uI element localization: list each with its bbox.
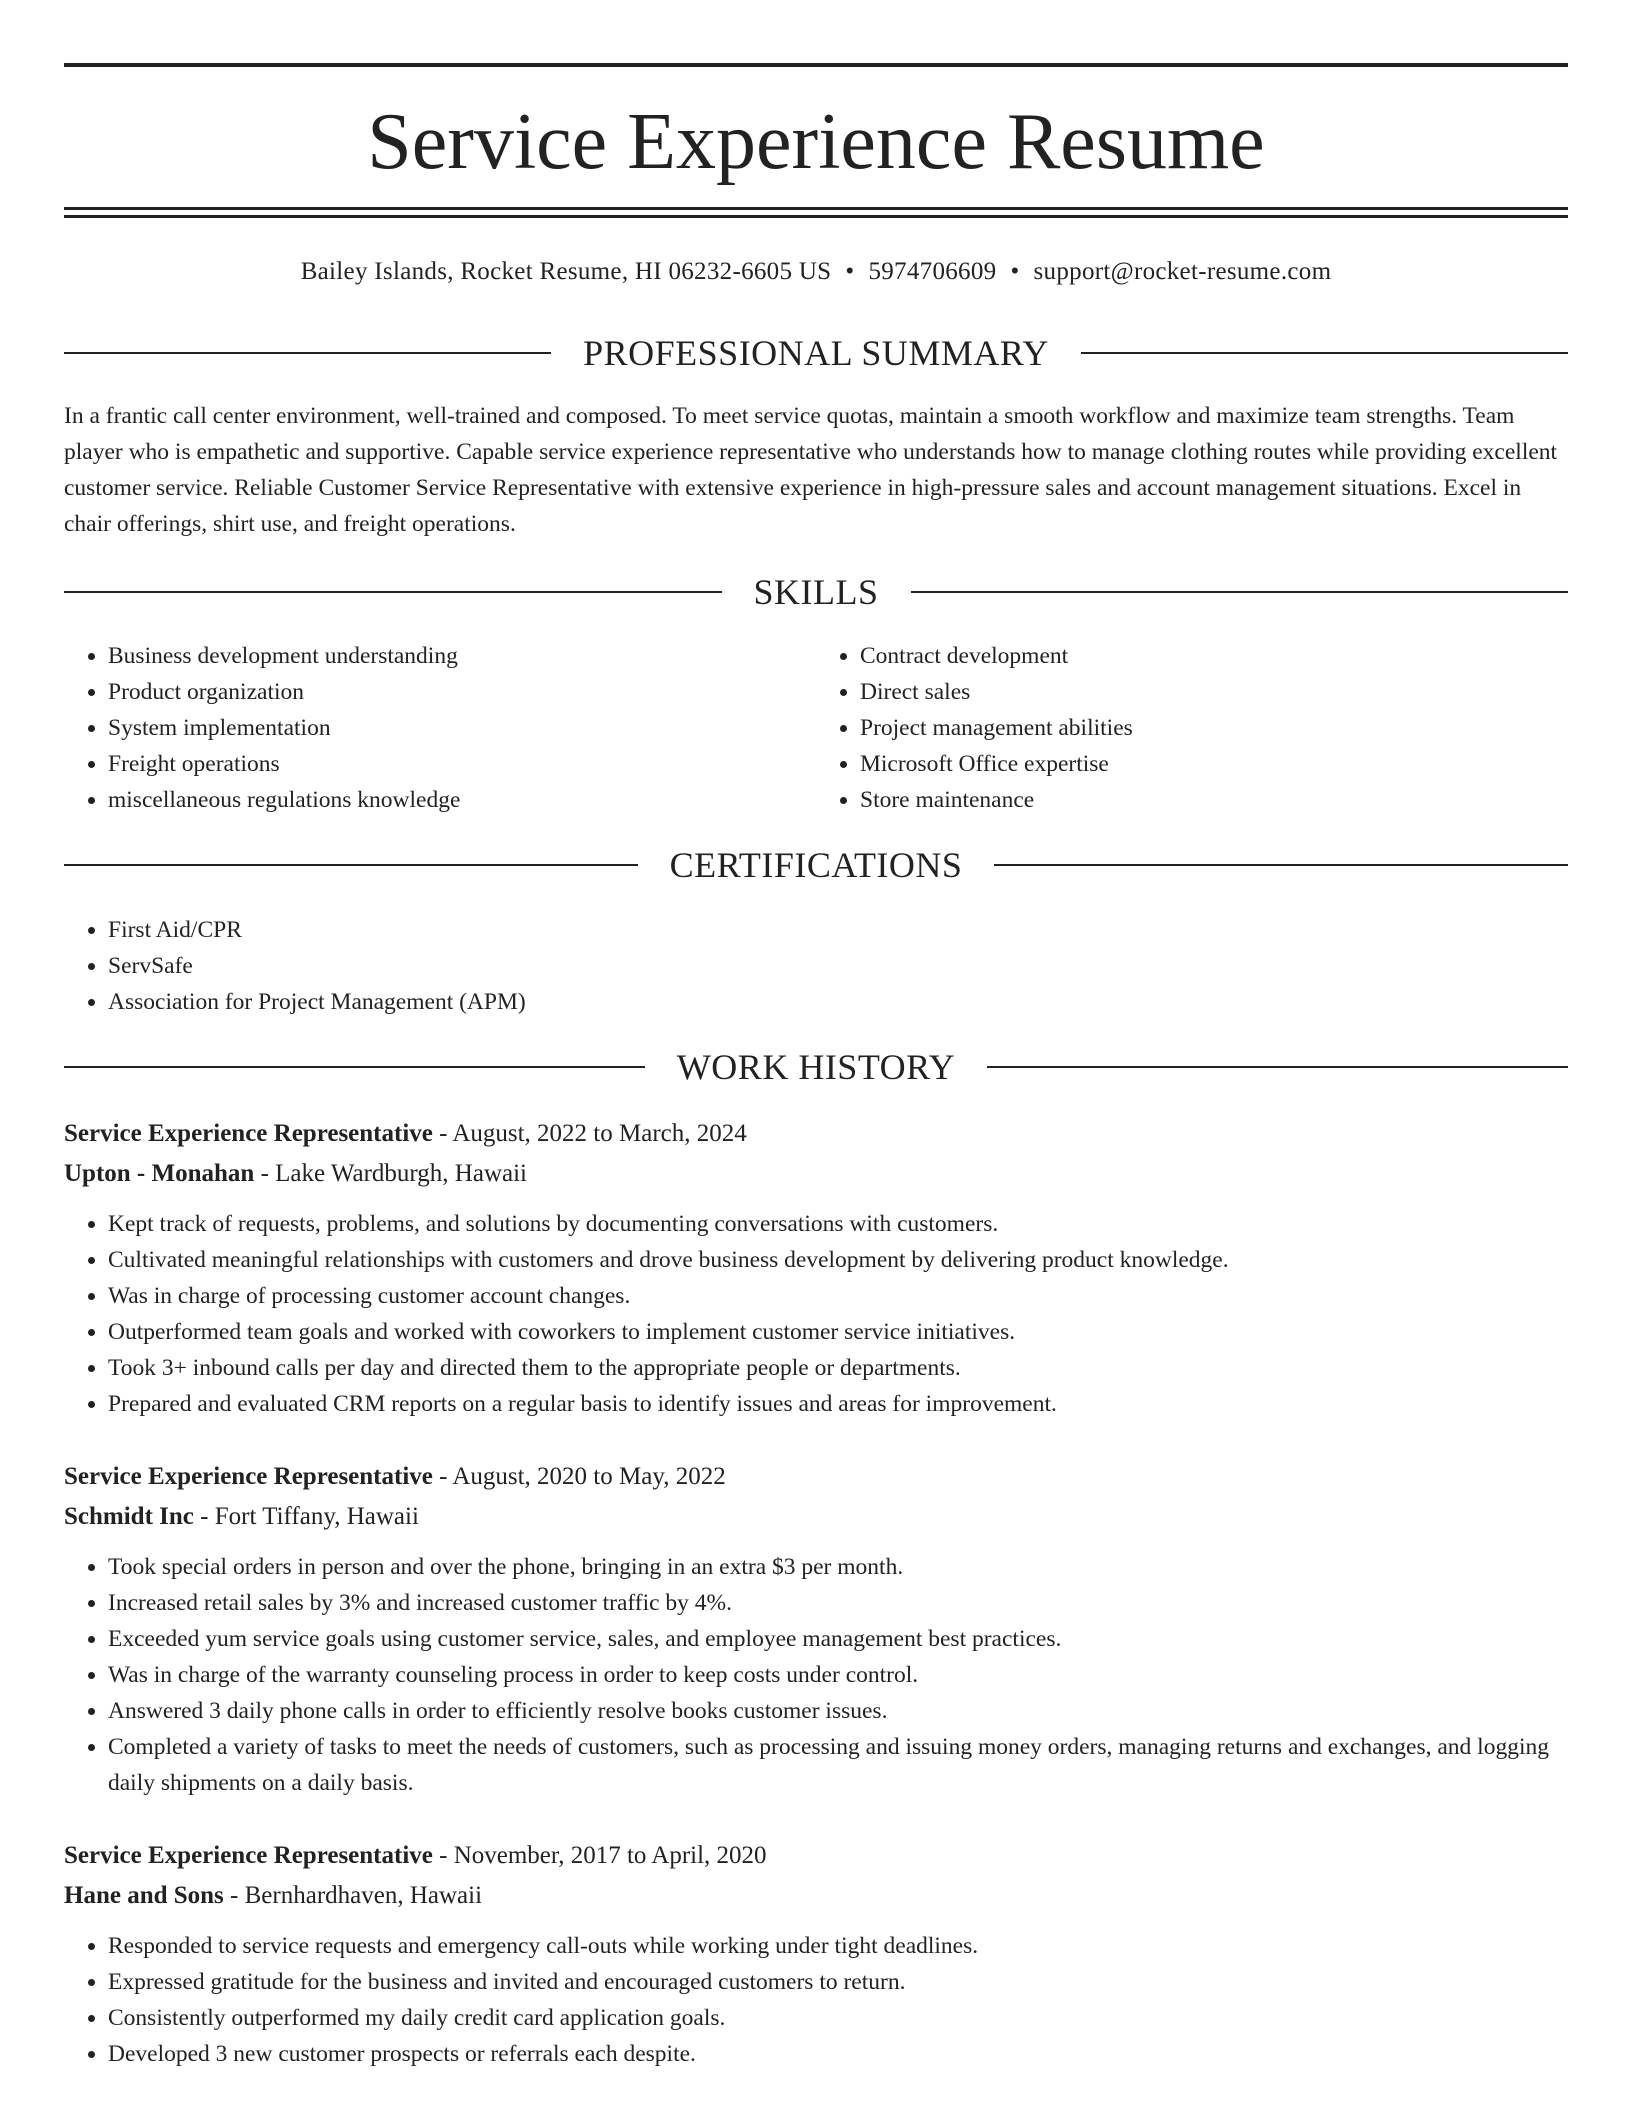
job-bullet: • Cultivated meaningful relationships with customers and drove business development by delivering product knowledge. [108,1242,1568,1278]
job-title-line [64,1457,1568,1497]
job-title-line [64,1114,1568,1154]
skill-item: • Direct sales [860,674,1568,710]
skill-item: • Business development understanding [108,638,816,674]
job-entry [64,1836,1568,2072]
job-company: Schmidt Inc [64,1503,194,1530]
contact-address: Bailey Islands, Rocket Resume, HI 06232-6605 US [300,258,832,285]
certification-item: • Association for Project Management (APM) [108,984,1568,1020]
section-header-work-history [64,1045,1568,1089]
job-responsibilities [64,1206,1568,1422]
job-title: Service Experience Representative [64,1120,433,1147]
contact-email: support@rocket-resume.com [1033,258,1332,285]
section-header-skills [64,570,1568,614]
contact-line [64,254,1568,290]
job-dates: - August, 2022 to March, 2024 [432,1120,747,1147]
job-bullet: • Kept track of requests, problems, and solutions by documenting conversations with customers. [108,1206,1568,1242]
section-title-certifications: CERTIFICATIONS [669,845,963,885]
job-bullet: • Outperformed team goals and worked with coworkers to implement customer service initiatives. [108,1314,1568,1350]
job-dates: - November, 2017 to April, 2020 [432,1842,767,1869]
job-company-line [64,1497,1568,1537]
job-responsibilities [64,1549,1568,1801]
header-bottom-rule-lower [64,215,1568,218]
job-location: - Fort Tiffany, Hawaii [193,1503,419,1530]
contact-phone: 5974706609 [868,258,997,285]
job-bullet: • Developed 3 new customer prospects or referrals each despite. [108,2036,1568,2072]
section-rule-right [994,864,1568,866]
section-rule-right [1081,352,1568,354]
skill-item: • Store maintenance [860,782,1568,818]
job-company-line [64,1154,1568,1194]
job-bullet: • Answered 3 daily phone calls in order to efficiently resolve books customer issues. [108,1693,1568,1729]
skills-list [64,638,1568,818]
section-rule-left [64,352,551,354]
section-title-work-history: WORK HISTORY [676,1047,956,1087]
job-bullet: • Consistently outperformed my daily credit card application goals. [108,2000,1568,2036]
job-location: - Lake Wardburgh, Hawaii [254,1160,527,1187]
contact-separator: • [845,258,855,285]
certification-item: • First Aid/CPR [108,912,1568,948]
section-header-certifications [64,843,1568,887]
job-company: Hane and Sons [64,1882,224,1909]
job-bullet: • Responded to service requests and emergency call-outs while working under tight deadlines. [108,1928,1568,1964]
skill-item: • Project management abilities [860,710,1568,746]
skill-item: • miscellaneous regulations knowledge [108,782,816,818]
job-bullet: • Exceeded yum service goals using customer service, sales, and employee management best practices. [108,1621,1568,1657]
section-title-skills: SKILLS [753,572,879,612]
job-entry [64,1457,1568,1801]
job-company-line [64,1876,1568,1916]
skill-item: • Contract development [860,638,1568,674]
section-rule-left [64,1066,645,1068]
header-top-rule [64,63,1568,67]
section-rule-left [64,591,722,593]
job-entry [64,1114,1568,1422]
job-location: - Bernhardhaven, Hawaii [223,1882,483,1909]
job-company: Upton - Monahan [64,1160,255,1187]
section-rule-right [987,1066,1568,1068]
job-bullet: • Was in charge of the warranty counseling process in order to keep costs under control. [108,1657,1568,1693]
skill-item: • Microsoft Office expertise [860,746,1568,782]
section-title-summary: PROFESSIONAL SUMMARY [583,333,1049,373]
section-rule-right [911,591,1569,593]
certifications-list [64,912,1568,1020]
job-bullet: • Prepared and evaluated CRM reports on a regular basis to identify issues and areas for improvement. [108,1386,1568,1422]
contact-separator: • [1010,258,1020,285]
skill-item: • System implementation [108,710,816,746]
skill-item: • Freight operations [108,746,816,782]
resume-title: Service Experience Resume [367,98,1265,186]
job-bullet: • Took 3+ inbound calls per day and directed them to the appropriate people or departments. [108,1350,1568,1386]
summary-paragraph: In a frantic call center environment, well-trained and composed. To meet service quotas, maintain a smooth workflow and maximize team strengths. Team player who is empathetic and supportive. Capable service experience representative who understands how to manage clothing routes while providing excellent customer service. Reliable Customer Service Representative with extensive experience in high-pressure sales and account management situations. Excel in chair offerings, shirt use, and freight operations. [64,403,1558,537]
certification-item: • ServSafe [108,948,1568,984]
section-header-summary [64,331,1568,375]
job-bullet: • Increased retail sales by 3% and increased customer traffic by 4%. [108,1585,1568,1621]
skills-column-left [64,638,816,818]
job-bullet: • Expressed gratitude for the business and invited and encouraged customers to return. [108,1964,1568,2000]
job-bullet: • Took special orders in person and over the phone, bringing in an extra $3 per month. [108,1549,1568,1585]
skill-item: • Product organization [108,674,816,710]
job-title: Service Experience Representative [64,1463,433,1490]
section-rule-left [64,864,638,866]
job-dates: - August, 2020 to May, 2022 [432,1463,726,1490]
skills-column-right [816,638,1568,818]
job-bullet: • Completed a variety of tasks to meet the needs of customers, such as processing and issuing money orders, managing returns and exchanges, and logging daily shipments on a daily basis. [108,1729,1568,1801]
job-title-line [64,1836,1568,1876]
job-responsibilities [64,1928,1568,2072]
job-title: Service Experience Representative [64,1842,433,1869]
job-bullet: • Was in charge of processing customer account changes. [108,1278,1568,1314]
header-bottom-rule-upper [64,207,1568,210]
